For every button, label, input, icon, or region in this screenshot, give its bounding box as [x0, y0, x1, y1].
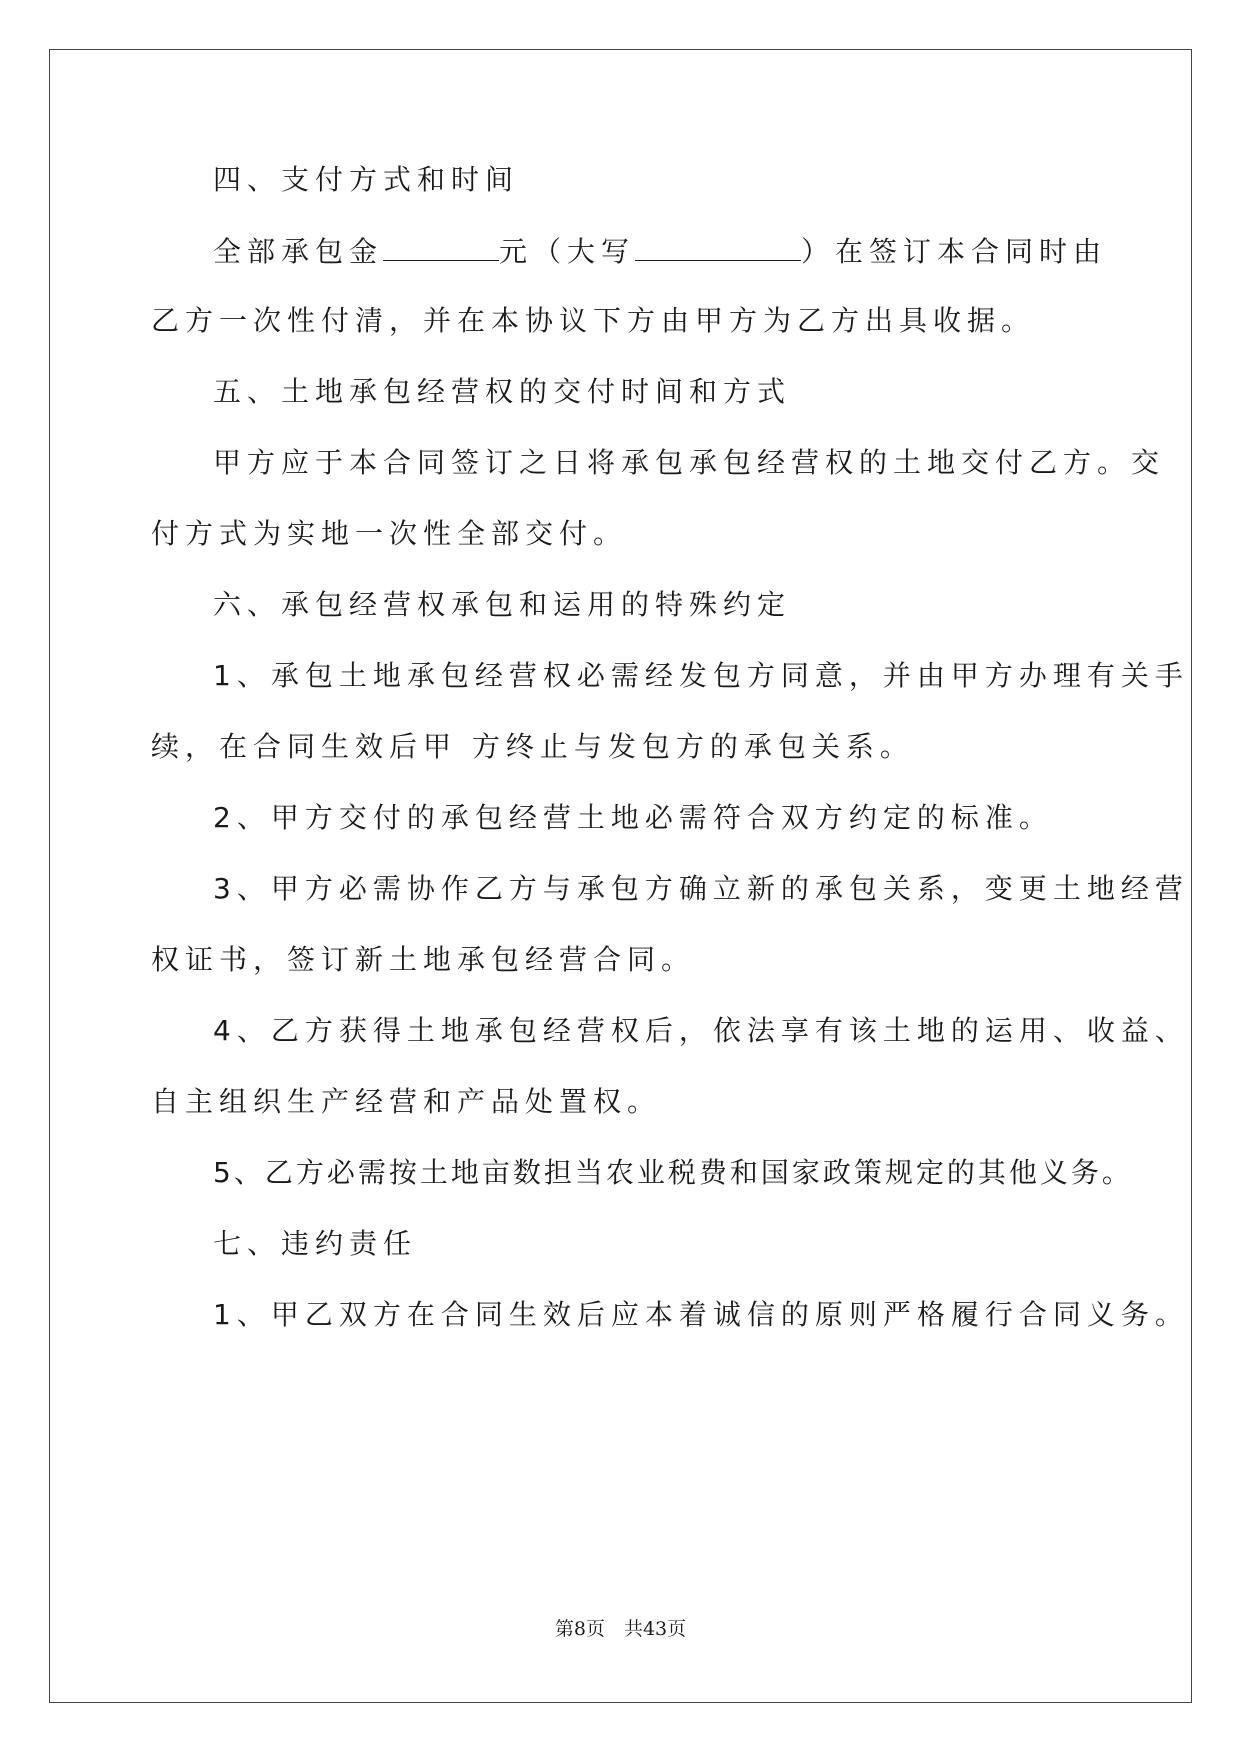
- clause-6-2: 2、甲方交付的承包经营土地必需符合双方约定的标准。: [213, 801, 1053, 834]
- clause-6-1a: 1、承包土地承包经营权必需经发包方同意，并由甲方办理有关手: [213, 659, 1189, 692]
- paragraph-4a: [213, 230, 1107, 272]
- section-heading-5: 五、土地承包经营权的交付时间和方式: [213, 375, 792, 408]
- section-heading-6: 六、承包经营权承包和运用的特殊约定: [213, 588, 792, 621]
- paragraph-4a-text-2: 元（大写: [499, 235, 636, 268]
- amount-words-blank: [635, 230, 801, 261]
- clause-6-4b: 自主组织生产经营和产品处置权。: [151, 1085, 662, 1118]
- paragraph-4a-text-1: 全部承包金: [213, 235, 384, 268]
- paragraph-5b: 付方式为实地一次性全部交付。: [151, 517, 628, 550]
- section-heading-4: 四、支付方式和时间: [213, 163, 520, 196]
- clause-6-1b: 续，在合同生效后甲 方终止与发包方的承包关系。: [151, 730, 914, 763]
- clause-7-1: 1、甲乙双方在合同生效后应本着诚信的原则严格履行合同义务。: [213, 1298, 1189, 1331]
- paragraph-4b: 乙方一次性付清，并在本协议下方由甲方为乙方出具收据。: [151, 304, 1036, 337]
- amount-blank: [383, 230, 499, 261]
- clause-6-5: 5、乙方必需按土地亩数担当农业税费和国家政策规定的其他义务。: [213, 1156, 1133, 1189]
- clause-6-3b: 权证书，签订新土地承包经营合同。: [151, 943, 696, 976]
- page-footer: 第8页 共43页: [554, 1618, 687, 1640]
- paragraph-4a-text-3: ）在签订本合同时由: [801, 235, 1108, 268]
- clause-6-3a: 3、甲方必需协作乙方与承包方确立新的承包关系，变更土地经营: [213, 872, 1189, 905]
- clause-6-4a: 4、乙方获得土地承包经营权后，依法享有该土地的运用、收益、: [213, 1014, 1189, 1047]
- section-heading-7: 七、违约责任: [213, 1227, 418, 1260]
- paragraph-5a: 甲方应于本合同签订之日将承包承包经营权的土地交付乙方。交: [213, 446, 1166, 479]
